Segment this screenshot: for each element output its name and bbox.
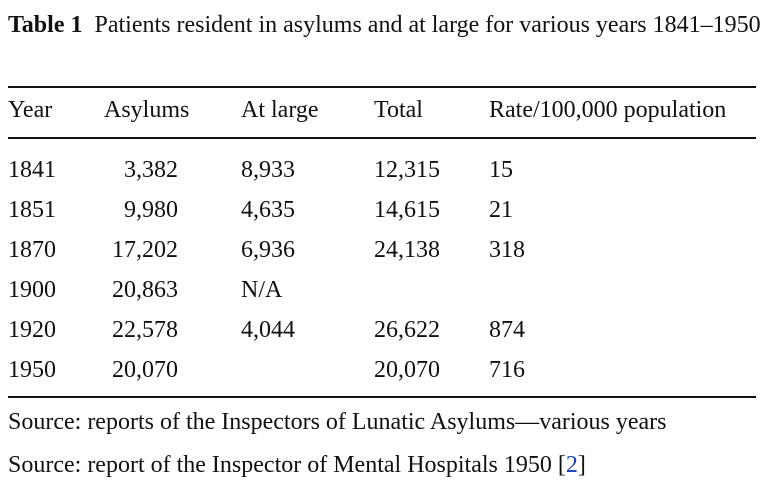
- table-row: [0, 195, 776, 225]
- header-total: Total: [374, 97, 423, 123]
- cell-at-large: 8,933: [241, 157, 295, 183]
- header-asylums: Asylums: [104, 97, 190, 123]
- cell-rate: 716: [489, 357, 525, 383]
- cell-year: 1870: [8, 237, 56, 263]
- cell-asylums: 22,578: [112, 317, 178, 343]
- cell-rate: 318: [489, 237, 525, 263]
- cell-total: 12,315: [374, 157, 440, 183]
- cell-asylums: 20,070: [112, 357, 178, 383]
- header-rate: Rate/100,000 population: [489, 97, 727, 123]
- header-at-large: At large: [241, 97, 319, 123]
- cell-rate: 15: [489, 157, 513, 183]
- cell-at-large: 4,044: [241, 317, 295, 343]
- table-header-row: [0, 95, 776, 125]
- table-caption-text: Patients resident in asylums and at large for various years 1841–1950: [94, 12, 761, 38]
- cell-total: 26,622: [374, 317, 440, 343]
- cell-asylums: 17,202: [112, 237, 178, 263]
- table-row: [0, 155, 776, 185]
- cell-rate: 874: [489, 317, 525, 343]
- table-row: [0, 315, 776, 345]
- cell-total: 24,138: [374, 237, 440, 263]
- cell-rate: 21: [489, 197, 513, 223]
- cell-year: 1851: [8, 197, 56, 223]
- source-note-1: Source: reports of the Inspectors of Lunatic Asylums—various years: [8, 409, 667, 435]
- table-row: [0, 355, 776, 385]
- cell-total: 14,615: [374, 197, 440, 223]
- cell-year: 1950: [8, 357, 56, 383]
- source-note-2-end: ]: [577, 452, 586, 478]
- cell-asylums: 9,980: [124, 197, 178, 223]
- cell-total: 20,070: [374, 357, 440, 383]
- table-label: Table 1: [8, 12, 83, 38]
- cell-asylums: 20,863: [112, 277, 178, 303]
- cell-year: 1841: [8, 157, 56, 183]
- table-caption: [8, 10, 768, 40]
- table-row: [0, 235, 776, 265]
- source-note-2-text: Source: report of the Inspector of Mental Hospitals 1950 [: [8, 452, 566, 478]
- cell-year: 1900: [8, 277, 56, 303]
- reference-link[interactable]: 2: [565, 452, 578, 478]
- header-rule: [8, 137, 756, 139]
- cell-asylums: 3,382: [124, 157, 178, 183]
- table-row: [0, 275, 776, 305]
- cell-year: 1920: [8, 317, 56, 343]
- cell-at-large: 4,635: [241, 197, 295, 223]
- header-year: Year: [8, 97, 53, 123]
- cell-at-large: N/A: [241, 277, 283, 303]
- bottom-rule: [8, 396, 756, 398]
- source-note-2: [8, 450, 768, 480]
- cell-at-large: 6,936: [241, 237, 295, 263]
- top-rule: [8, 86, 756, 88]
